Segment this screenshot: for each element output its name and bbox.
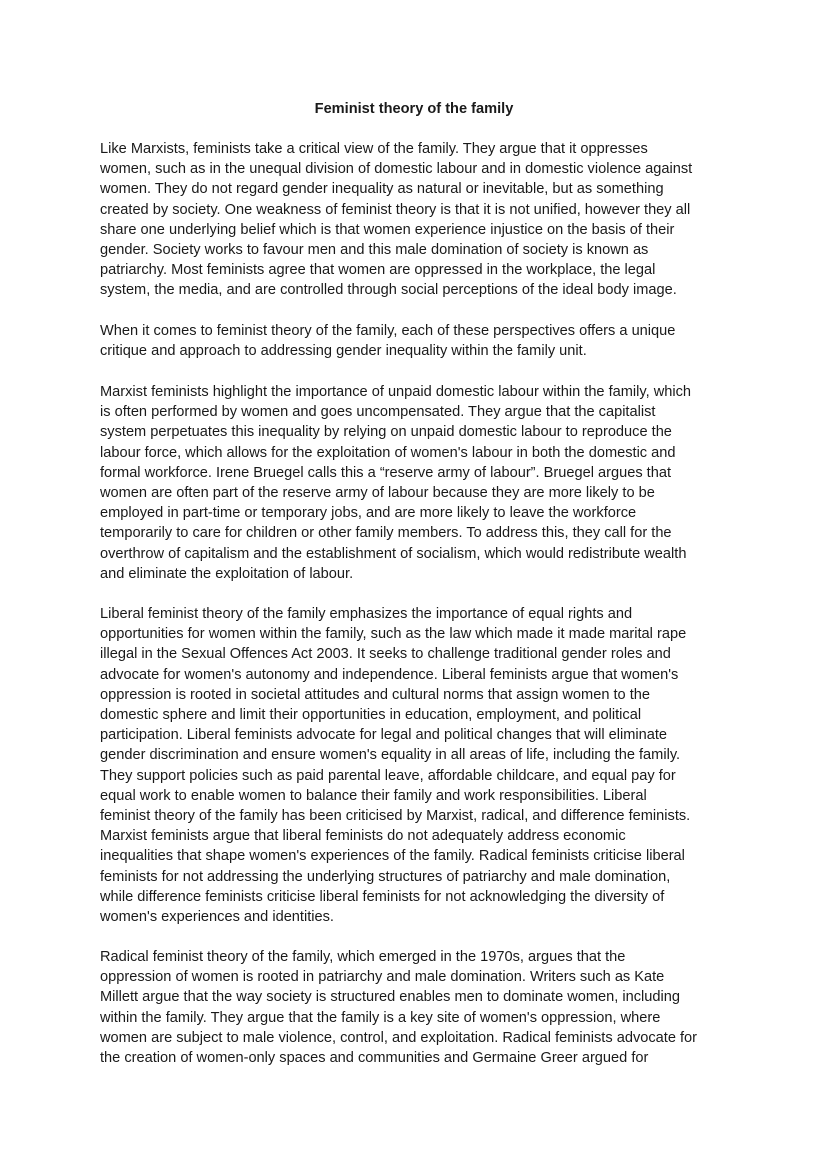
paragraph-liberal-feminists: [100, 604, 740, 927]
text-line: Like Marxists, feminists take a critical view of the family. They argue that it oppresses: [100, 141, 648, 157]
text-line: women. They do not regard gender inequality as natural or inevitable, but as something: [100, 181, 664, 198]
text-line: and eliminate the exploitation of labour.: [100, 565, 354, 582]
text-line: temporarily to care for children or other family members. To address this, they call for the: [100, 525, 672, 542]
paragraph-perspectives: [100, 321, 740, 361]
text-line: women are often part of the reserve army of labour because they are more likely to be: [100, 485, 655, 502]
text-line: inequalities that shape women's experiences of the family. Radical feminists criticise liberal: [100, 848, 685, 865]
text-line: created by society. One weakness of feminist theory is that it is not unified, however they all: [100, 201, 691, 218]
text-line: employed in part-time or temporary jobs, and are more likely to leave the workforce: [100, 505, 637, 522]
text-line: the creation of women-only spaces and communities and Germaine Greer argued for: [100, 1050, 649, 1067]
text-line: domestic sphere and limit their opportunities in education, employment, and political: [100, 707, 642, 724]
text-line: feminist theory of the family has been criticised by Marxist, radical, and difference feminists.: [100, 808, 691, 825]
text-line: Radical feminist theory of the family, which emerged in the 1970s, argues that the: [100, 949, 626, 965]
paragraph-marxist-feminists: [100, 382, 740, 584]
text-line: women, such as in the unequal division of domestic labour and in domestic violence against: [100, 161, 693, 178]
text-line: critique and approach to addressing gender inequality within the family unit.: [100, 343, 587, 360]
text-line: Millett argue that the way society is structured enables men to dominate women, including: [100, 989, 680, 1006]
text-line: oppression is rooted in societal attitudes and cultural norms that assign women to the: [100, 686, 651, 703]
text-line: gender. Society works to favour men and this male domination of society is known as: [100, 242, 649, 259]
text-line: overthrow of capitalism and the establishment of socialism, which would redistribute wealth: [100, 545, 687, 562]
text-line: gender discrimination and ensure women's equality in all areas of life, including the family.: [100, 747, 681, 764]
text-line: participation. Liberal feminists advocate for legal and political changes that will eliminate: [100, 727, 668, 744]
text-line: is often performed by women and goes uncompensated. They argue that the capitalist: [100, 404, 656, 421]
text-line: women's experiences and identities.: [100, 909, 334, 926]
text-line: feminists for not addressing the underlying structures of patriarchy and male domination,: [100, 868, 671, 885]
text-line: women are subject to male violence, control, and exploitation. Radical feminists advocate for: [100, 1029, 698, 1046]
text-line: patriarchy. Most feminists agree that women are oppressed in the workplace, the legal: [100, 262, 656, 279]
text-line: oppression of women is rooted in patriarchy and male domination. Writers such as Kate: [100, 969, 665, 986]
text-line: while difference feminists criticise liberal feminists for not acknowledging the diversity of: [100, 888, 665, 905]
text-line: Marxist feminists highlight the importance of unpaid domestic labour within the family, which: [100, 384, 692, 400]
text-line: opportunities for women within the family, such as the law which made it made marital rape: [100, 626, 687, 643]
text-line: When it comes to feminist theory of the family, each of these perspectives offers a unique: [100, 323, 676, 339]
text-line: advocate for women's autonomy and independence. Liberal feminists argue that women's: [100, 666, 679, 683]
text-line: system perpetuates this inequality by relying on unpaid domestic labour to reproduce the: [100, 424, 672, 441]
text-line: They support policies such as paid parental leave, affordable childcare, and equal pay for: [100, 767, 676, 784]
text-line: Marxist feminists argue that liberal feminists do not adequately address economic: [100, 828, 626, 845]
text-line: Liberal feminist theory of the family emphasizes the importance of equal rights and: [100, 606, 633, 622]
text-line: labour force, which allows for the exploitation of women's labour in both the domestic and: [100, 444, 676, 461]
paragraph-radical-feminists: [100, 947, 740, 1068]
text-line: formal workforce. Irene Bruegel calls this a “reserve army of labour”. Bruegel argues that: [100, 464, 672, 481]
paragraph-introduction: [100, 139, 740, 301]
text-line: illegal in the Sexual Offences Act 2003. It seeks to challenge traditional gender roles and: [100, 646, 671, 663]
text-line: share one underlying belief which is that women experience injustice on the basis of their: [100, 221, 675, 238]
text-line: system, the media, and are controlled through social perceptions of the ideal body image.: [100, 282, 677, 299]
page-title: Feminist theory of the family: [314, 101, 514, 117]
text-line: within the family. They argue that the family is a key site of women's oppression, where: [100, 1009, 661, 1026]
text-line: equal work to enable women to balance their family and work responsibilities. Liberal: [100, 787, 647, 804]
